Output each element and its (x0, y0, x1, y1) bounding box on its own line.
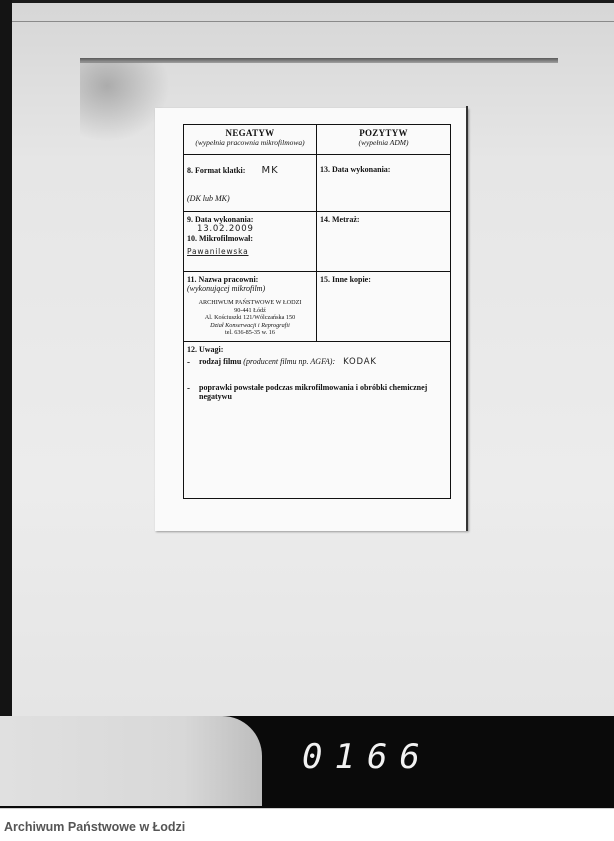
inne-kopie-label: 15. Inne kopie: (320, 275, 371, 284)
pracownia-cell (184, 272, 317, 342)
pracownia-label: 11. Nazwa pracowni: (187, 275, 259, 284)
stamp-line-1: ARCHIWUM PAŃSTWOWE W ŁODZI (198, 299, 302, 306)
film-edge-top (12, 0, 614, 3)
film-strip-light-area (0, 716, 262, 806)
rodzaj-filmu-row (187, 357, 447, 367)
operator-label: 10. Mikrofilmował: (187, 234, 254, 243)
rodzaj-value: KODAK (343, 357, 377, 367)
stamp-line-3: Al. Kościuszki 121/Wólczańska 150 (204, 314, 296, 321)
pozytyw-header (317, 125, 451, 155)
bullet-marker: - (187, 383, 190, 393)
pracownia-subtitle: (wykonującej mikrofilm) (187, 284, 266, 293)
metraz-cell (317, 212, 451, 272)
pozytyw-date-label: 13. Data wykonania: (320, 165, 391, 174)
metraz-label: 14. Metraż: (320, 215, 360, 224)
date-label: 9. Data wykonania: (187, 215, 254, 224)
format-cell (184, 155, 317, 212)
format-hint: (DK lub MK) (187, 194, 230, 203)
pozytyw-date-cell (317, 155, 451, 212)
paper-edge-line (466, 106, 468, 531)
uwagi-label: 12. Uwagi: (187, 345, 224, 354)
pozytyw-title: POZYTYW (359, 128, 408, 138)
date-operator-cell (184, 212, 317, 272)
rodzaj-label: rodzaj filmu (199, 357, 242, 366)
operator-signature: Pawanilewska (187, 247, 249, 256)
rodzaj-hint: (producent filmu np. AGFA): (243, 357, 336, 366)
stamp-line-5: tel. 636-85-35 w. 16 (225, 329, 275, 336)
inne-kopie-cell (317, 272, 451, 342)
frame-number: 0166 (302, 737, 432, 777)
date-value: 13.02.2009 (197, 224, 254, 234)
scan-top-line (12, 21, 614, 22)
microfilm-form (183, 124, 451, 499)
stamp-line-2: 90-441 Łódź (234, 306, 266, 314)
format-label: 8. Format klatki: (187, 166, 246, 175)
format-value: MK (261, 165, 279, 176)
negatyw-subtitle: (wypełnia pracownia mikrofilmowa) (195, 138, 305, 147)
negatyw-header (184, 125, 317, 155)
poprawki-text: poprawki powstałe podczas mikrofilmowania i obróbki chemicznej negatywu (199, 383, 428, 401)
footer-archive-name: Archiwum Państwowe w Łodzi (4, 820, 186, 834)
uwagi-cell (184, 342, 451, 499)
negatyw-title: NEGATYW (225, 128, 275, 138)
stamp-line-4: Dział Konserwacji i Reprografii (210, 321, 290, 329)
poprawki-row (187, 383, 447, 401)
film-edge-left (0, 0, 12, 808)
pozytyw-subtitle: (wypełnia ADM) (358, 138, 409, 147)
bullet-marker: - (187, 357, 190, 367)
archive-stamp (187, 299, 313, 337)
footer-bar (0, 808, 614, 841)
